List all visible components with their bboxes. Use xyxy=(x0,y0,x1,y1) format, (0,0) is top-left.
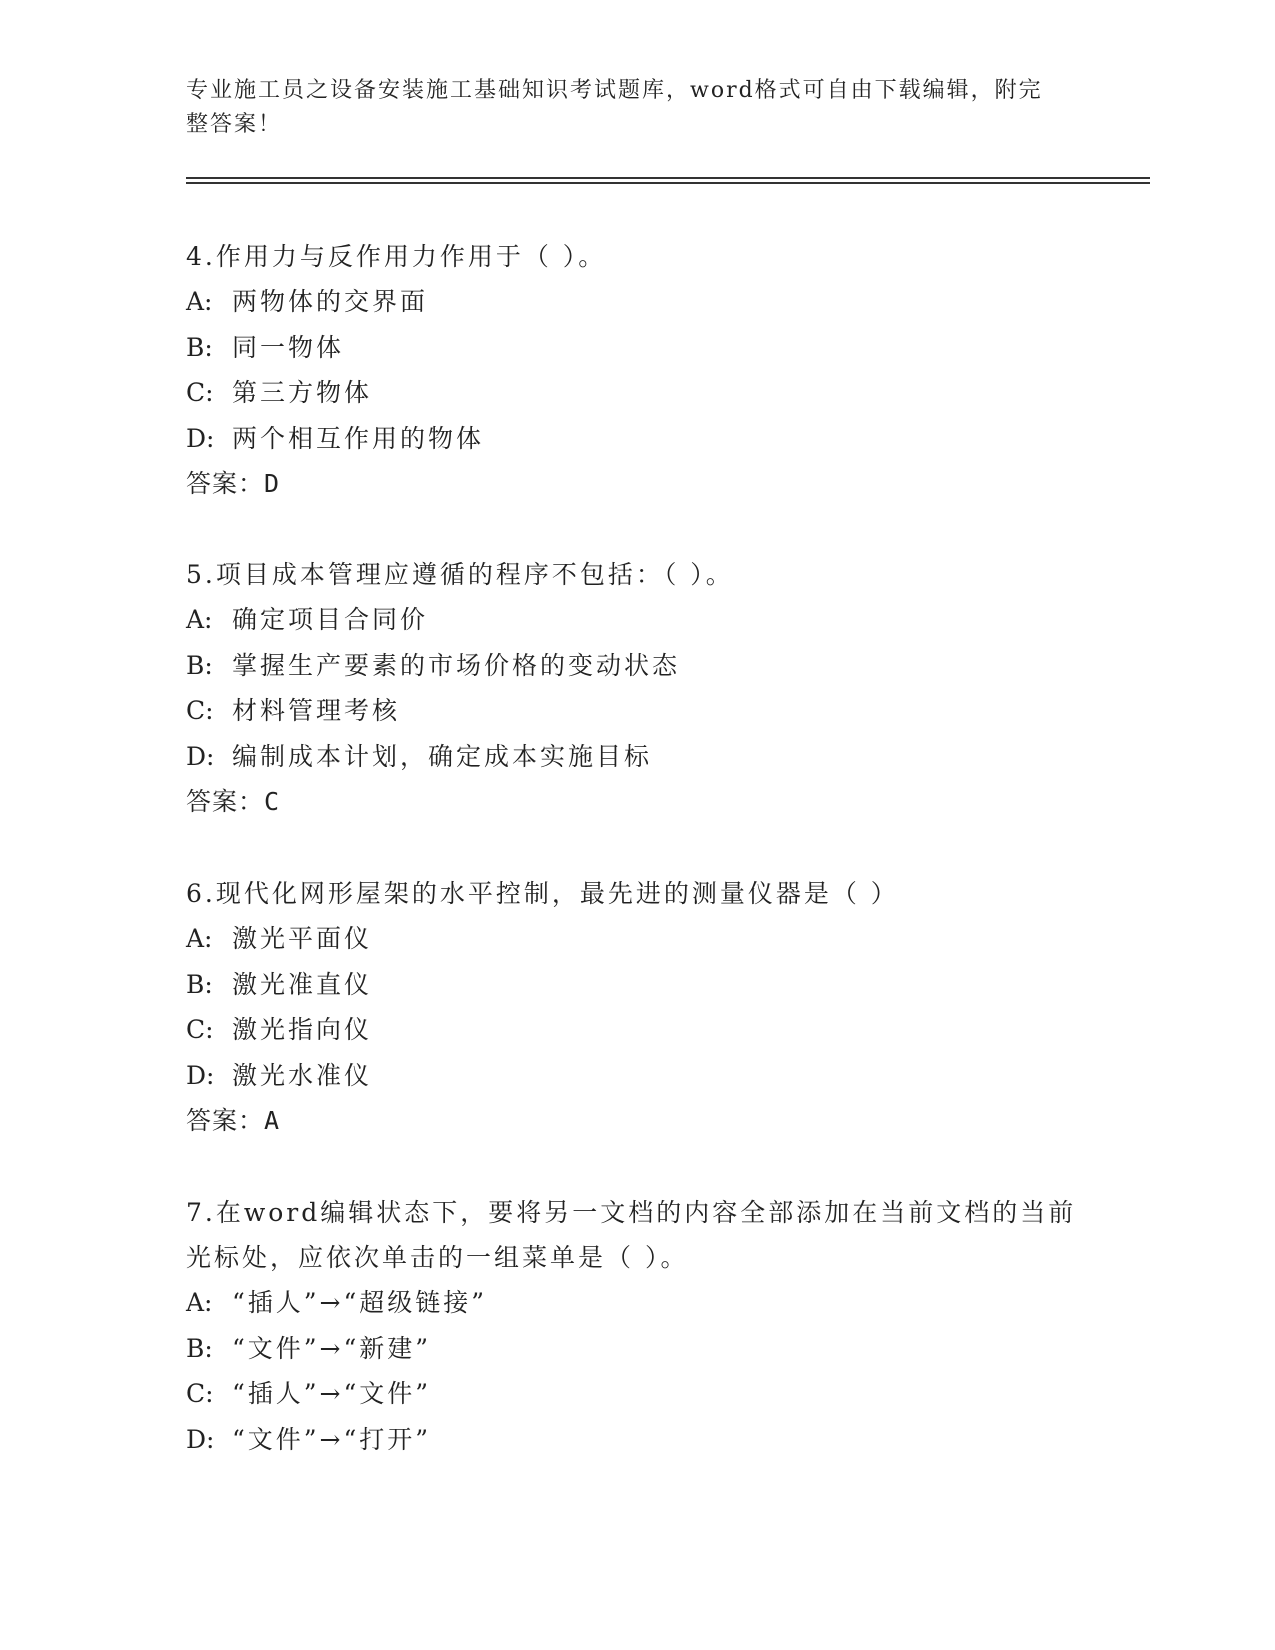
option-b xyxy=(186,1326,1086,1372)
option-b xyxy=(186,643,1086,689)
option-c xyxy=(186,1007,1086,1053)
option-b xyxy=(186,325,1086,371)
option-text: 激光指向仪 xyxy=(232,1015,373,1044)
option-letter: A: xyxy=(186,287,213,316)
option-letter: C: xyxy=(186,1015,214,1044)
option-d xyxy=(186,1053,1086,1099)
option-text: “插人”→“文件” xyxy=(232,1379,432,1408)
question-stem: 5.项目成本管理应遵循的程序不包括：（ ）。 xyxy=(186,560,734,589)
option-a xyxy=(186,1280,1086,1326)
header-divider-top xyxy=(186,177,1150,179)
question-6 xyxy=(186,871,1086,1143)
document-intro: 专业施工员之设备安装施工基础知识考试题库，word格式可自由下载编辑，附完整答案！ xyxy=(186,78,1043,137)
option-d xyxy=(186,1417,1086,1463)
option-letter: A: xyxy=(186,605,213,634)
option-letter: B: xyxy=(186,1333,213,1363)
option-letter: B: xyxy=(186,332,213,362)
option-text: 两个相互作用的物体 xyxy=(232,423,485,453)
option-letter: C: xyxy=(186,696,214,725)
option-text: 两物体的交界面 xyxy=(232,287,429,316)
option-letter: D: xyxy=(186,741,215,771)
answer-line: 答案：D xyxy=(186,469,281,498)
option-letter: C: xyxy=(186,1379,214,1408)
answer-line: 答案：A xyxy=(186,1106,281,1135)
option-letter: A: xyxy=(186,924,213,953)
option-text: “插人”→“超级链接” xyxy=(232,1288,488,1317)
option-a xyxy=(186,279,1086,325)
option-c xyxy=(186,370,1086,416)
question-stem: 4.作用力与反作用力作用于（ ）。 xyxy=(186,242,607,271)
option-text: “文件”→“新建” xyxy=(232,1333,432,1363)
option-a xyxy=(186,916,1086,962)
option-text: “文件”→“打开” xyxy=(232,1424,432,1454)
question-stem: 7.在word编辑状态下，要将另一文档的内容全部添加在当前文档的当前光标处，应依次单击的一组菜单是（ ）。 xyxy=(186,1198,1077,1272)
option-text: 确定项目合同价 xyxy=(232,605,429,634)
option-text: 材料管理考核 xyxy=(232,696,401,725)
option-d xyxy=(186,734,1086,780)
option-letter: A: xyxy=(186,1288,213,1317)
option-b xyxy=(186,962,1086,1008)
option-c xyxy=(186,1371,1086,1417)
option-text: 第三方物体 xyxy=(232,378,373,407)
option-c xyxy=(186,688,1086,734)
question-5 xyxy=(186,552,1086,824)
option-letter: B: xyxy=(186,650,213,680)
option-letter: D: xyxy=(186,1060,215,1090)
question-stem: 6.现代化网形屋架的水平控制，最先进的测量仪器是（ ） xyxy=(186,879,899,908)
option-letter: D: xyxy=(186,1424,215,1454)
option-d xyxy=(186,416,1086,462)
option-text: 同一物体 xyxy=(232,332,345,362)
header-divider-bottom xyxy=(186,182,1150,184)
option-letter: C: xyxy=(186,378,214,407)
option-letter: B: xyxy=(186,969,213,999)
option-a xyxy=(186,597,1086,643)
option-text: 编制成本计划，确定成本实施目标 xyxy=(232,741,653,771)
question-7 xyxy=(186,1190,1086,1462)
option-text: 激光平面仪 xyxy=(232,924,373,953)
option-letter: D: xyxy=(186,423,215,453)
answer-line: 答案：C xyxy=(186,787,281,816)
option-text: 激光准直仪 xyxy=(232,969,373,999)
option-text: 掌握生产要素的市场价格的变动状态 xyxy=(232,650,681,680)
option-text: 激光水准仪 xyxy=(232,1060,373,1090)
question-4 xyxy=(186,234,1086,506)
